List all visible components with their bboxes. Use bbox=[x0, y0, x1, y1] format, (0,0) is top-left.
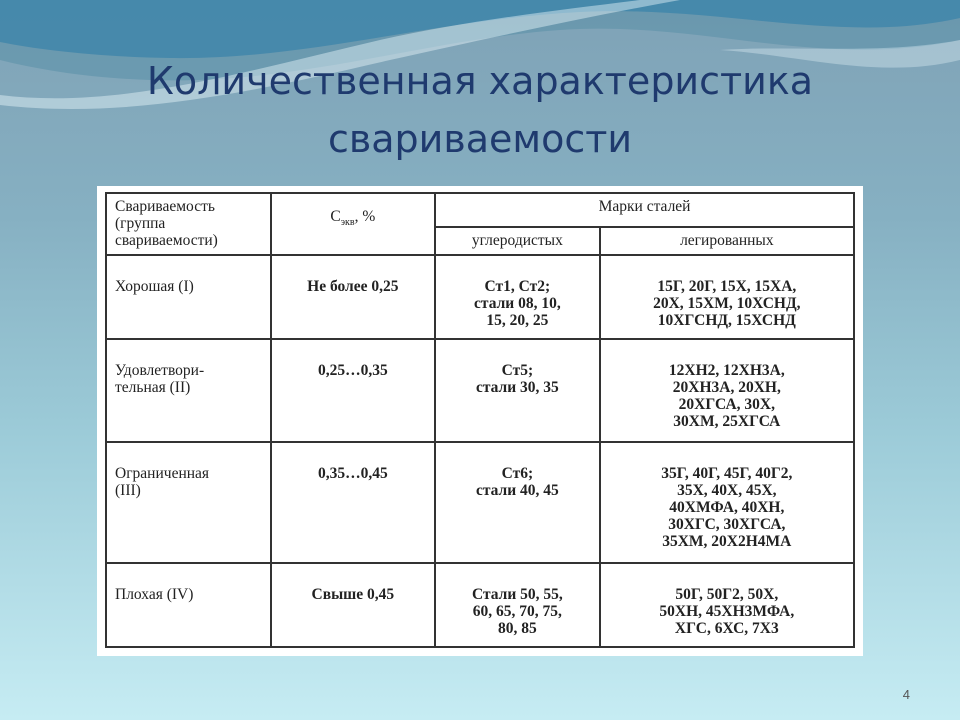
cell-alloy: 50Г, 50Г2, 50Х, 50ХН, 45ХН3МФА, ХГС, 6ХС, 7Х3 bbox=[600, 563, 854, 647]
cell-ceq: Не более 0,25 bbox=[271, 255, 436, 339]
table-image bbox=[97, 186, 863, 656]
cell-group: Ограниченная (III) bbox=[106, 442, 271, 563]
cell-group: Хорошая (I) bbox=[106, 255, 271, 339]
header-alloy: легированных bbox=[600, 227, 854, 255]
slide-title-line2: свариваемости bbox=[327, 117, 633, 161]
cell-alloy: 35Г, 40Г, 45Г, 40Г2, 35Х, 40Х, 45Х, 40ХМФА, 40ХН, 30ХГС, 30ХГСА, 35ХМ, 20Х2Н4МА bbox=[600, 442, 854, 563]
header-steel-grades: Марки сталей bbox=[435, 193, 854, 227]
cell-ceq: 0,35…0,45 bbox=[271, 442, 436, 563]
weldability-table bbox=[105, 192, 855, 648]
cell-carbon: Стали 50, 55, 60, 65, 70, 75, 80, 85 bbox=[435, 563, 600, 647]
cell-ceq: Свыше 0,45 bbox=[271, 563, 436, 647]
header-ceq bbox=[271, 193, 436, 255]
page-number: 4 bbox=[902, 687, 910, 702]
cell-group: Удовлетвори- тельная (II) bbox=[106, 339, 271, 442]
header-row-1 bbox=[106, 193, 854, 227]
cell-ceq: 0,25…0,35 bbox=[271, 339, 436, 442]
table-row bbox=[106, 563, 854, 647]
cell-carbon: Ст1, Ст2; стали 08, 10, 15, 20, 25 bbox=[435, 255, 600, 339]
cell-carbon: Ст6; стали 40, 45 bbox=[435, 442, 600, 563]
cell-alloy: 15Г, 20Г, 15Х, 15ХА, 20Х, 15ХМ, 10ХСНД, 10ХГСНД, 15ХСНД bbox=[600, 255, 854, 339]
header-ceq-unit: , % bbox=[354, 208, 376, 225]
table-row bbox=[106, 339, 854, 442]
slide-title-line1: Количественная характеристика bbox=[146, 59, 814, 103]
slide-title bbox=[0, 52, 960, 168]
header-weldability: Свариваемость (группа свариваемости) bbox=[106, 193, 271, 255]
cell-group: Плохая (IV) bbox=[106, 563, 271, 647]
header-ceq-sub: экв bbox=[340, 217, 355, 229]
table-row bbox=[106, 255, 854, 339]
table-row bbox=[106, 442, 854, 563]
header-ceq-main: С bbox=[330, 208, 341, 225]
cell-alloy: 12ХН2, 12ХН3А, 20ХН3А, 20ХН, 20ХГСА, 30Х, 30ХМ, 25ХГСА bbox=[600, 339, 854, 442]
cell-carbon: Ст5; стали 30, 35 bbox=[435, 339, 600, 442]
header-carbon: углеродистых bbox=[435, 227, 600, 255]
